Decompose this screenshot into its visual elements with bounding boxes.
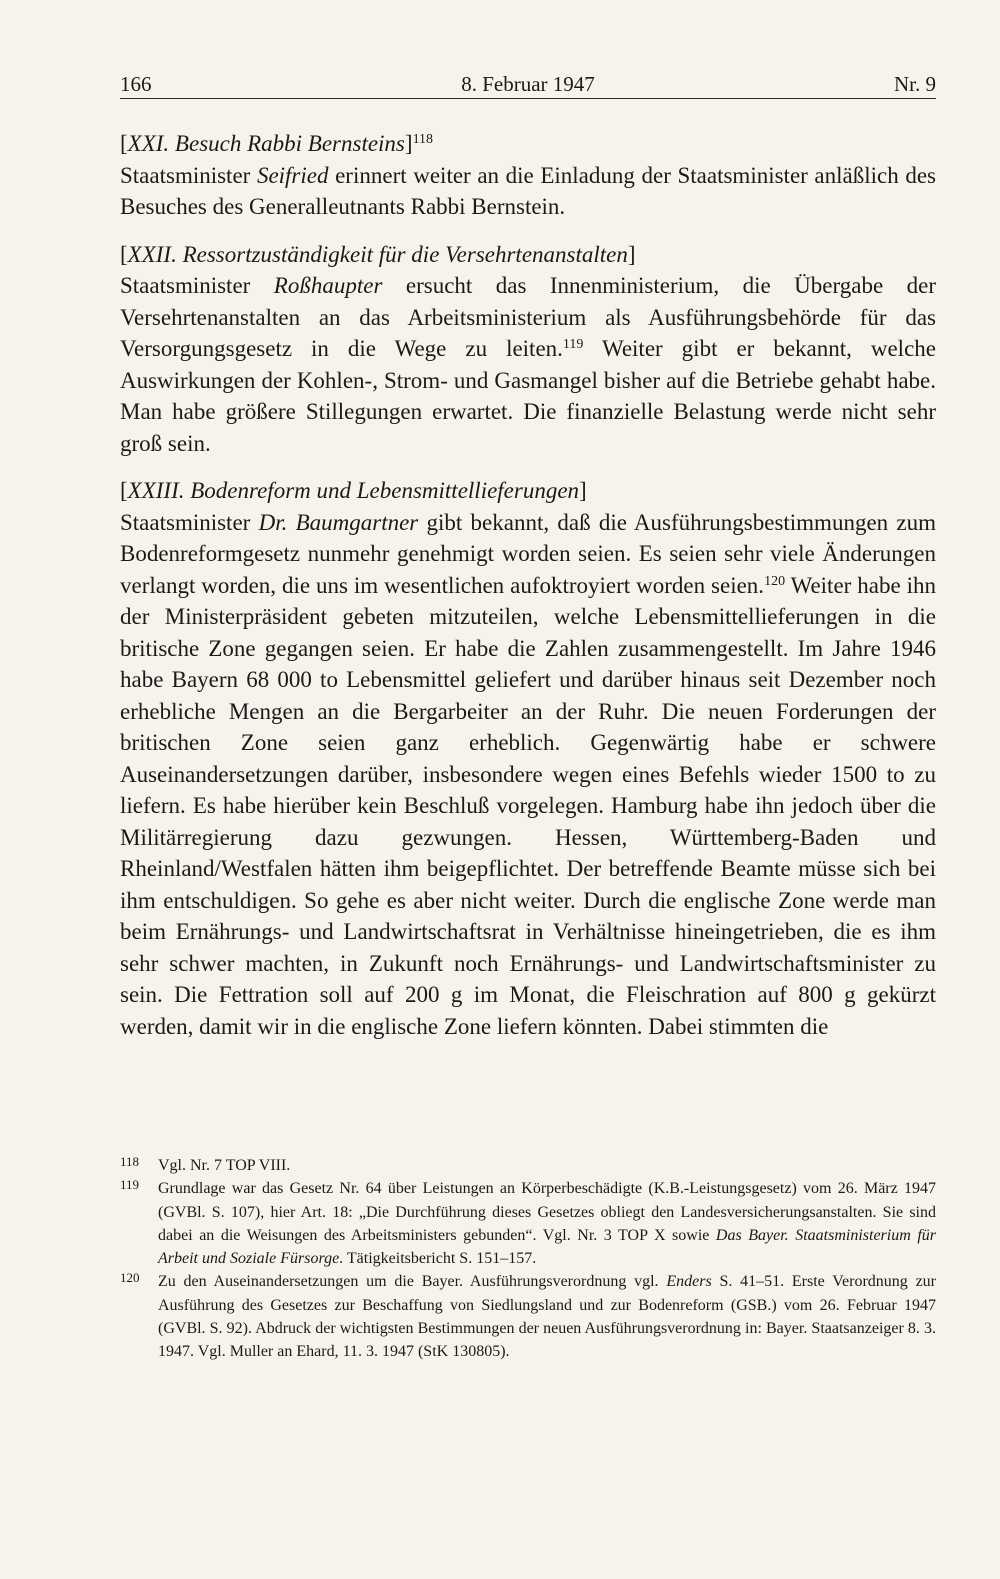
footnotes (120, 1154, 936, 1364)
footnote-text: Zu den Auseinandersetzungen um die Bayer. Ausführungsverordnung vgl. (158, 1273, 667, 1291)
footnote-118 (120, 1154, 936, 1177)
section-heading-text: XXI. Besuch Rabbi Bernsteins (127, 131, 405, 156)
footnote-text: . Tätigkeitsbericht S. 151–157. (339, 1250, 537, 1268)
footnote-citation-author: Enders (666, 1273, 712, 1291)
section-heading: [XXIII. Bodenreform und Lebensmittellieferungen] (120, 478, 587, 503)
footnote-citation-title: Das Bayer. Staatsministerium für Arbeit und Soziale Fürsorge (158, 1226, 936, 1268)
section-heading-text: XXII. Ressortzuständigkeit für die Versehrtenanstalten (127, 241, 628, 267)
header-rule (120, 98, 936, 99)
footnote-text: Grundlage war das Gesetz Nr. 64 über Leistungen an Körperbeschädigte (K.B.-Leistungsgesetz) vom 26. März 1947 (GVBl. S. 107), hier Art. 18: „Die Durchführung dieses Gesetzes obliegt den Landesversicherungsanstalten. Sie sind dabei an die Weisungen des Arbeitsministers gebunden“. Vgl. Nr. 3 TOP X sowie (158, 1180, 936, 1244)
section-heading: [XXI. Besuch Rabbi Bernsteins]$^{118}$ (120, 131, 434, 156)
header-issue-number: Nr. 9 (894, 72, 936, 96)
paragraph-text: Staatsminister (120, 162, 257, 188)
section-xxi (120, 128, 936, 223)
paragraph-text: erinnert weiter an die Einladung der Staatsminister anläßlich des Besuches des Generalleutnants Rabbi Bernstein. (120, 162, 936, 219)
page-number: 166 (120, 72, 152, 96)
paragraph-text: ersucht das Innenministerium, die Übergabe der Versehrtenanstalten an das Arbeitsministerium als Ausführungsbehörde für das Versorgungsgesetz in die Wege zu leiten. (120, 273, 936, 361)
minister-name: Roßhaupter (273, 273, 383, 298)
paragraph-text: Weiter habe ihn der Ministerpräsident gebeten mitzuteilen, welche Lebensmittellieferungen in die britische Zone gegangen seien. Er habe die Zahlen zusammengestellt. Im Jahre 1946 habe Bayern 68 000 to Lebensmittel geliefert und darüber hinaus seit Dezember noch erhebliche Mengen an die Bergarbeiter an der Ruhr. Die neuen Forderungen der britischen Zone seien ganz erheblich. Gegenwärtig habe er schwere Auseinandersetzungen darüber, insbesondere wegen eines Befehls wieder 1500 to zu liefern. Es habe hierüber kein Beschluß vorgelegen. Hamburg habe ihn jedoch über die Militärregierung dazu gezwungen. Hessen, Württemberg-Baden und Rheinland/Westfalen hätten ihm beigepflichtet. Der betreffende Beamte müsse sich bei ihm entschuldigen. So gehe es aber nicht weiter. Durch die englische Zone werde man beim Ernährungs- und Landwirtschaftsrat in Verhältnisse hineingetrieben, die es ihm sehr schwer machten, in Zukunft noch Ernährungs- und Landwirtschaftsminister zu sein. Die Fettration soll auf 200 g im Monat, die Fleischration auf 800 g gekürzt werden, damit wir in die englische Zone liefern könnten. Dabei stimmten die (120, 572, 936, 1039)
footnote-120 (120, 1270, 936, 1363)
footnote-ref: 118 (412, 132, 434, 147)
main-text (120, 128, 936, 1058)
section-paragraph (120, 270, 936, 459)
section-xxii (120, 239, 936, 460)
footnote-number: 119 (120, 1177, 140, 1193)
footnote-ref: 120 (764, 573, 786, 589)
footnote-119 (120, 1177, 936, 1270)
section-paragraph (120, 160, 936, 223)
minister-name: Dr. Baumgartner (258, 509, 419, 535)
running-header (120, 72, 936, 106)
section-xxiii (120, 475, 936, 1042)
paragraph-text: Weiter gibt er bekannt, welche Auswirkungen der Kohlen-, Strom- und Gasmangel bisher auf die Betriebe gehabt habe. Man habe größere Stillegungen erwartet. Die finanzielle Belastung werde nicht sehr groß sein. (120, 336, 936, 456)
paragraph-text: Staatsminister (120, 273, 274, 298)
section-heading: [XXII. Ressortzuständigkeit für die Versehrtenanstalten] (120, 241, 636, 267)
minister-name: Seifried (256, 162, 329, 188)
footnote-number: 120 (120, 1270, 140, 1286)
paragraph-text: gibt bekannt, daß die Ausführungsbestimmungen zum Bodenreformgesetz nunmehr genehmigt worden seien. Es seien sehr viele Änderungen verlangt worden, die uns im wesentlichen aufoktroyiert worden seien. (120, 509, 937, 598)
header-date: 8. Februar 1947 (461, 72, 595, 96)
section-paragraph (120, 507, 936, 1043)
book-page (120, 0, 936, 1579)
paragraph-text: Staatsminister (120, 509, 259, 535)
section-heading-text: XXIII. Bodenreform und Lebensmittellieferungen (127, 478, 580, 503)
footnote-text: Vgl. Nr. 7 TOP VIII. (158, 1157, 291, 1174)
footnote-ref: 119 (562, 337, 584, 352)
footnote-number: 118 (120, 1154, 140, 1169)
footnote-text: S. 41–51. Erste Verordnung zur Ausführung des Gesetzes zur Beschaffung von Siedlungsland und zur Bodenreform (GSB.) vom 26. Februar 1947 (GVBl. S. 92). Abdruck der wichtigsten Bestimmungen der neuen Ausführungsverordnung in: Bayer. Staatsanzeiger 8. 3. 1947. Vgl. Muller an Ehard, 11. 3. 1947 (StK 130805). (158, 1273, 937, 1361)
